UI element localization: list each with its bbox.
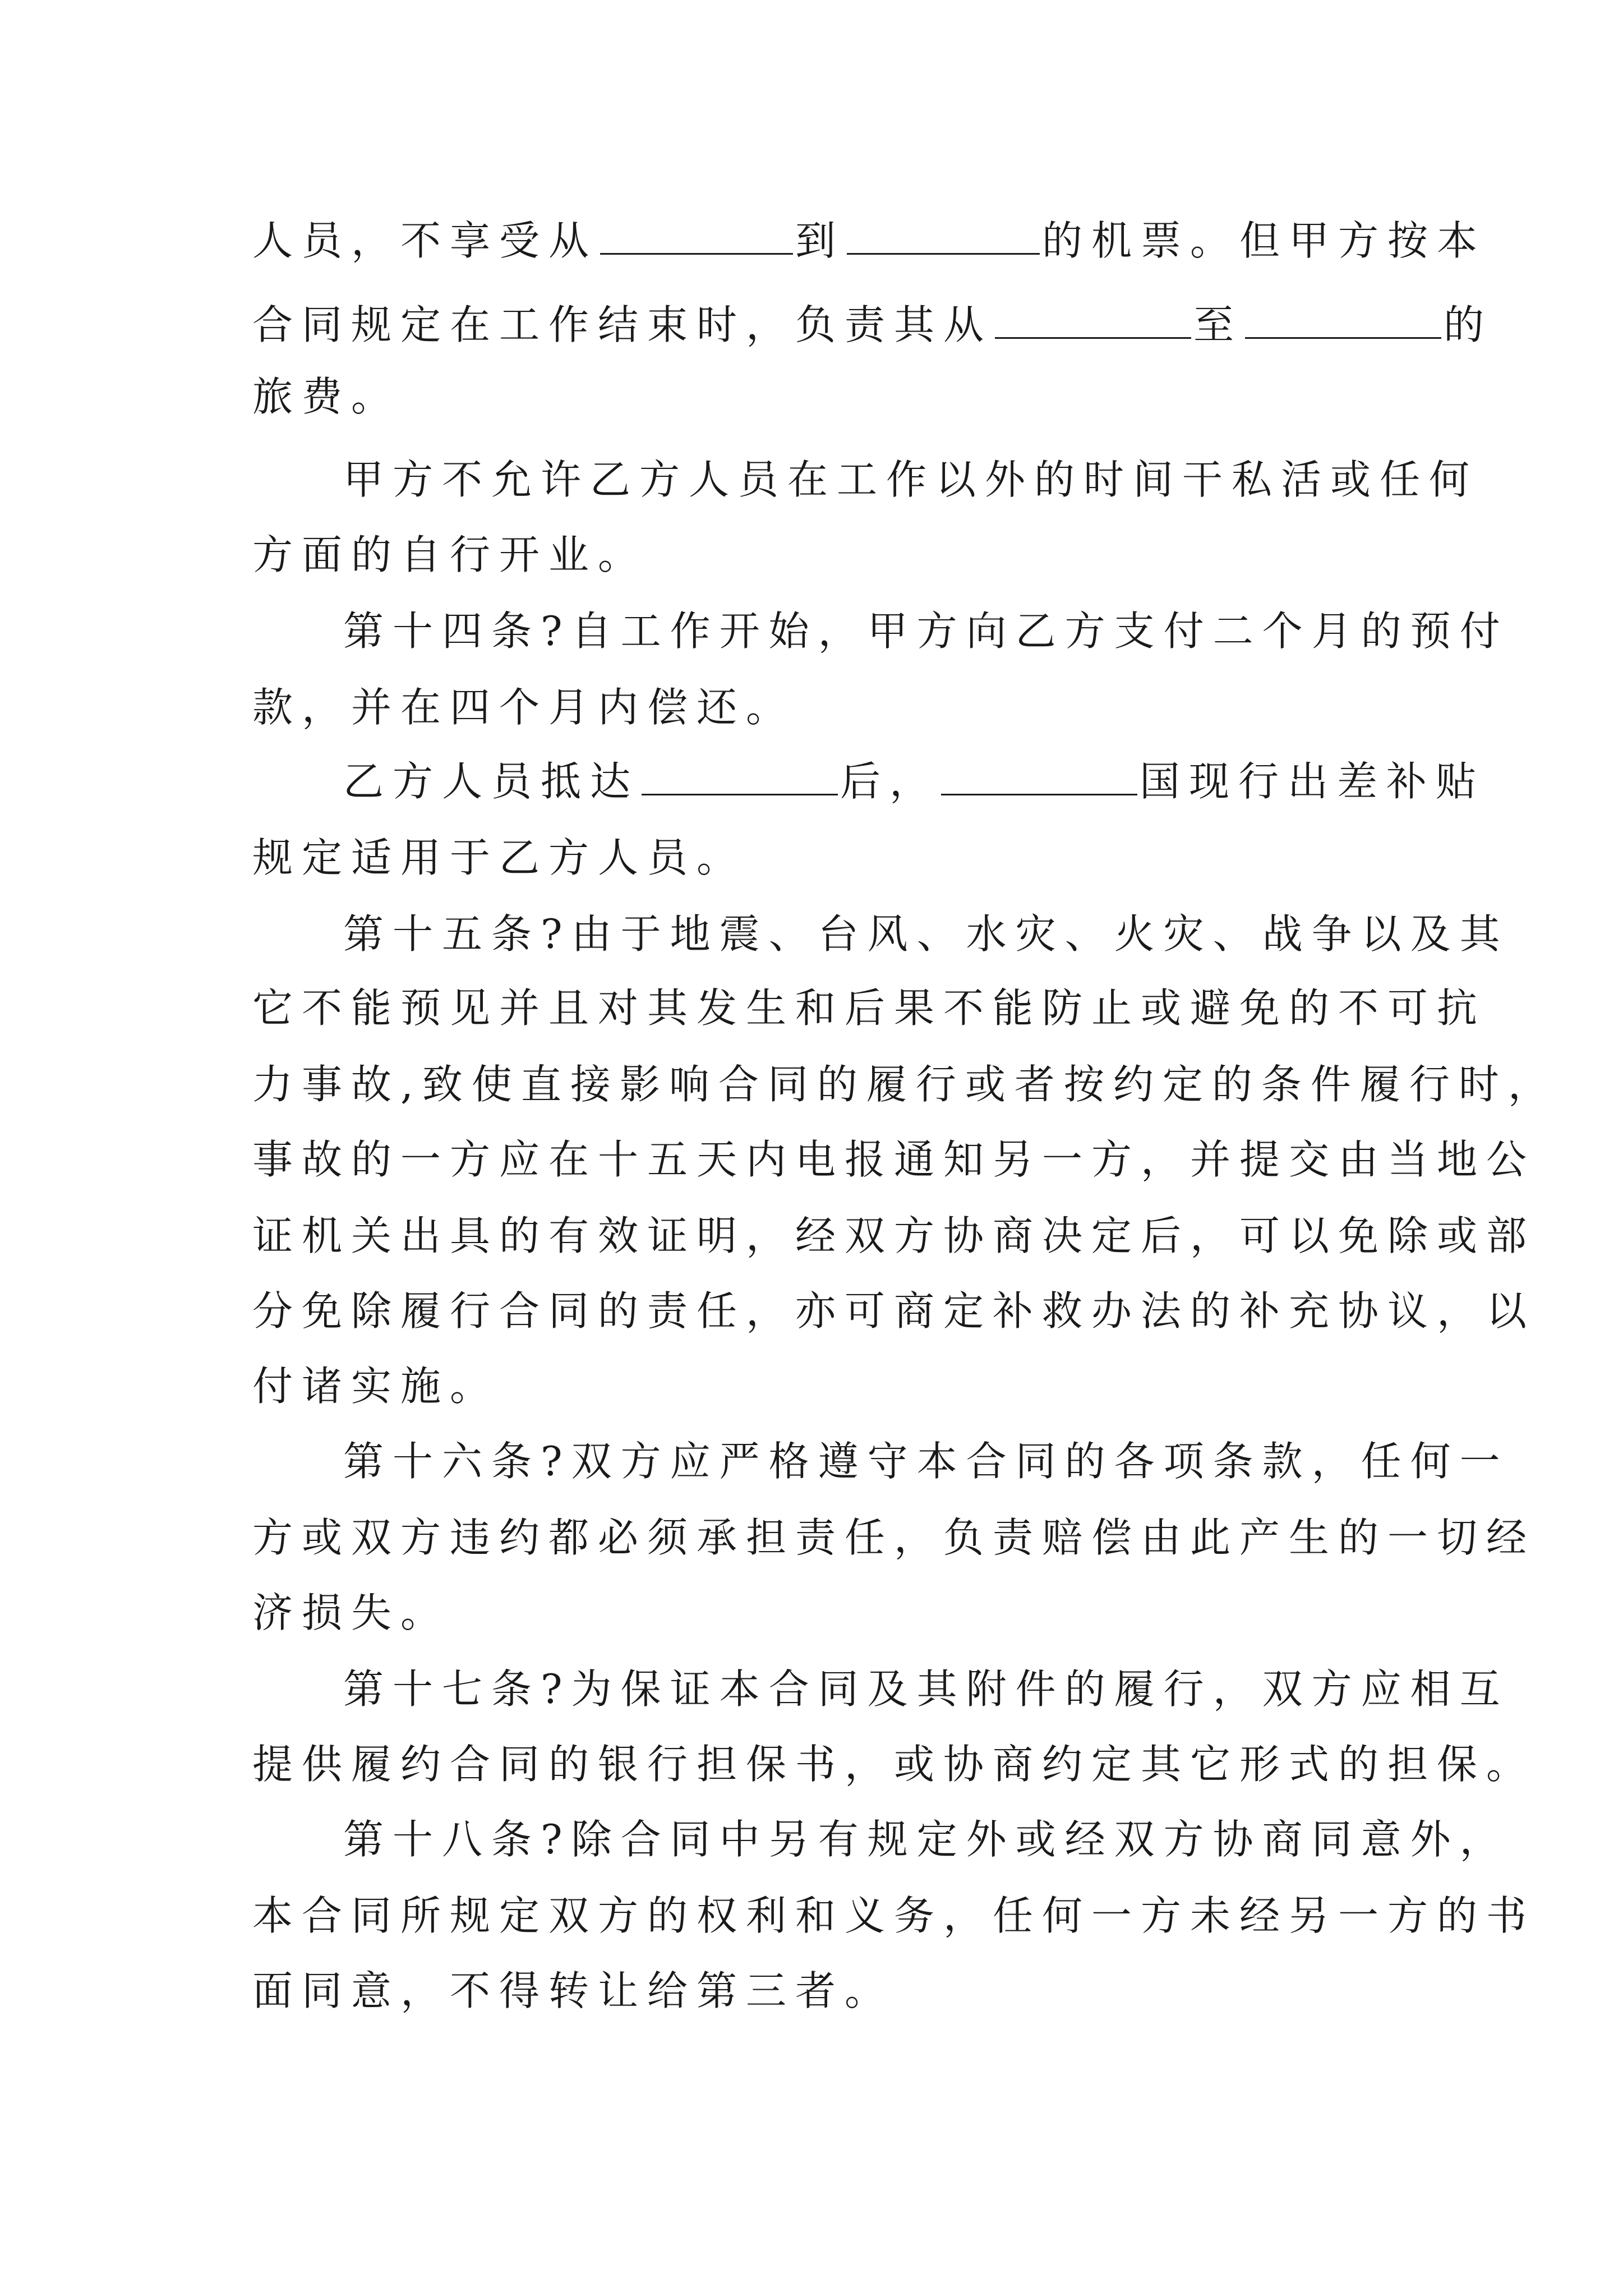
text-line: 济损失。 <box>252 1589 450 1636</box>
text-line <box>252 215 1486 266</box>
text-line <box>252 300 1493 350</box>
text-segment: 乙方人员抵达 <box>343 758 640 805</box>
text-line: 方或双方违约都必须承担责任，负责赔偿由此产生的一切经 <box>252 1514 1536 1561</box>
fill-in-blank <box>995 302 1191 339</box>
paragraph-first-line <box>343 756 1485 807</box>
text-segment: 后， <box>840 758 939 805</box>
text-line: 付诸实施。 <box>252 1363 500 1410</box>
text-line: 款，并在四个月内偿还。 <box>252 684 796 731</box>
text-line: 旅费。 <box>252 373 401 420</box>
text-line: 提供履约合同的银行担保书，或协商约定其它形式的担保。 <box>252 1741 1536 1788</box>
text-line: 本合同所规定双方的权利和义务，任何一方未经另一方的书 <box>252 1892 1536 1939</box>
paragraph-first-line: 第十八条?除合同中另有规定外或经双方协商同意外， <box>343 1816 1509 1863</box>
text-segment: 到 <box>795 217 845 264</box>
text-segment: 合同规定在工作结束时，负责其从 <box>252 301 993 348</box>
paragraph-first-line: 第十七条?为保证本合同及其附件的履行，双方应相互 <box>343 1665 1509 1713</box>
fill-in-blank <box>600 218 793 255</box>
text-line: 分免除履行合同的责任，亦可商定补救办法的补充协议，以 <box>252 1287 1536 1335</box>
text-line: 力事故,致使直接影响合同的履行或者按约定的条件履行时， <box>252 1061 1557 1108</box>
text-line: 它不能预见并且对其发生和后果不能防止或避免的不可抗 <box>252 984 1487 1032</box>
fill-in-blank <box>847 218 1040 255</box>
paragraph-first-line: 第十五条?由于地震、台风、水灾、火灾、战争以及其 <box>343 910 1509 958</box>
text-segment: 至 <box>1193 301 1243 348</box>
paragraph-first-line: 第十四条?自工作开始，甲方向乙方支付二个月的预付 <box>343 608 1509 655</box>
text-segment: 的机票。但甲方按本 <box>1042 217 1487 264</box>
text-line: 方面的自行开业。 <box>252 531 648 578</box>
fill-in-blank <box>941 759 1137 795</box>
text-line: 证机关出具的有效证明，经双方协商决定后，可以免除或部 <box>252 1212 1536 1259</box>
paragraph-first-line: 第十六条?双方应严格遵守本合同的各项条款，任何一 <box>343 1438 1509 1485</box>
text-line: 面同意，不得转让给第三者。 <box>252 1967 895 2014</box>
paragraph-first-line: 甲方不允许乙方人员在工作以外的时间干私活或任何 <box>343 456 1479 503</box>
text-line: 事故的一方应在十五天内电报通知另一方，并提交由当地公 <box>252 1136 1536 1183</box>
text-segment: 国现行出差补贴 <box>1140 758 1486 805</box>
text-segment: 人员，不享受从 <box>252 217 598 264</box>
text-line: 规定适用于乙方人员。 <box>252 834 746 881</box>
text-segment: 的 <box>1444 301 1493 348</box>
fill-in-blank <box>1245 302 1441 339</box>
fill-in-blank <box>642 759 838 795</box>
